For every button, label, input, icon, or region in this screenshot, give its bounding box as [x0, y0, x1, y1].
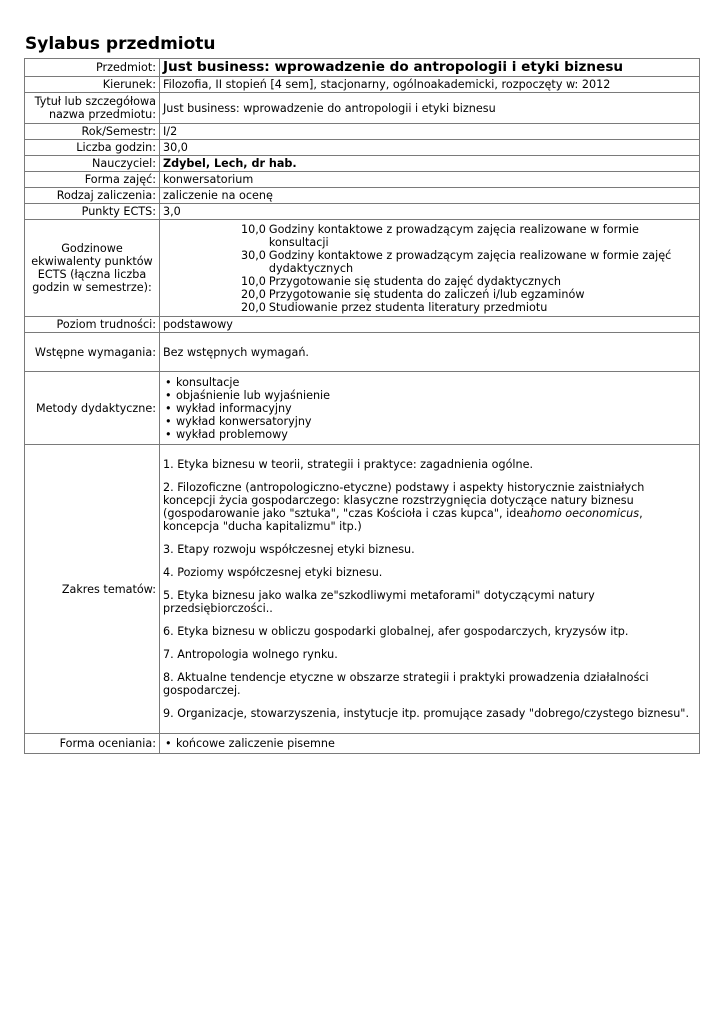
topic-item: 7. Antropologia wolnego rynku. — [163, 648, 338, 661]
hours-text: Studiowanie przez studenta literatury przedmiotu — [268, 301, 548, 314]
value-forma-zajec: konwersatorium — [160, 172, 700, 188]
topic-item: 1. Etyka biznesu w teorii, strategii i praktyce: zagadnienia ogólne. — [163, 458, 534, 471]
row-ekwiwalenty — [25, 220, 700, 317]
row-ocenianie — [25, 734, 700, 754]
label-poziom: Poziom trudności: — [25, 317, 160, 333]
label-rok: Rok/Semestr: — [25, 124, 160, 140]
row-forma-zajec — [25, 172, 700, 188]
value-nauczyciel: Zdybel, Lech, dr hab. — [160, 156, 700, 172]
label-ocenianie: Forma oceniania: — [25, 734, 160, 754]
list-item: • wykład konwersatoryjny — [163, 415, 696, 428]
hours-number: 20,0 — [241, 301, 266, 314]
row-rok — [25, 124, 700, 140]
row-kierunek — [25, 77, 700, 93]
label-wymagania: Wstępne wymagania: — [25, 333, 160, 372]
hours-text: Godziny kontaktowe z prowadzącym zajęcia realizowane w formie zajęć dydaktycznych — [268, 249, 672, 275]
page-title: Sylabus przedmiotu — [25, 34, 216, 54]
hours-text: Przygotowanie się studenta do zajęć dydaktycznych — [268, 275, 562, 288]
label-kierunek: Kierunek: — [25, 77, 160, 93]
label-przedmiot: Przedmiot: — [25, 59, 160, 77]
row-nauczyciel — [25, 156, 700, 172]
value-rodzaj-zaliczenia: zaliczenie na ocenę — [160, 188, 700, 204]
methods-list — [163, 376, 696, 441]
list-item: • objaśnienie lub wyjaśnienie — [163, 389, 696, 402]
label-forma-zajec: Forma zajęć: — [25, 172, 160, 188]
topic-item: 9. Organizacje, stowarzyszenia, instytucje itp. promujące zasady "dobrego/czystego biznesu". — [163, 707, 690, 720]
hours-list — [241, 223, 696, 314]
row-przedmiot — [25, 59, 700, 77]
topic-text: , koncepcja "ducha kapitalizmu" itp.) — [163, 507, 643, 533]
value-ocenianie — [160, 734, 700, 754]
label-ects: Punkty ECTS: — [25, 204, 160, 220]
label-nauczyciel: Nauczyciel: — [25, 156, 160, 172]
hours-text: Godziny kontaktowe z prowadzącym zajęcia realizowane w formie konsultacji — [268, 223, 639, 249]
value-kierunek: Filozofia, II stopień [4 sem], stacjonarny, ogólnoakademicki, rozpoczęty w: 2012 — [160, 77, 700, 93]
hours-item — [241, 275, 696, 288]
hours-item — [241, 301, 696, 314]
value-tytul: Just business: wprowadzenie do antropologii i etyki biznesu — [160, 93, 700, 124]
value-metody — [160, 372, 700, 445]
hours-number: 30,0 — [241, 249, 266, 262]
topic-text: 2. Filozoficzne (antropologiczno-etyczne) podstawy i aspekty historycznie zaistniałych koncepcji życia gospodarczego: klasyczne rozstrzygnięcia dotyczące natury biznesu (gospodarowanie jako "sztuka", "czas Kościoła i czas kupca", idea — [163, 481, 645, 520]
label-tytul: Tytuł lub szczegółowa nazwa przedmiotu: — [25, 93, 160, 124]
topic-item: 8. Aktualne tendencje etyczne w obszarze strategii i praktyki prowadzenia działalności gospodarczej. — [163, 671, 649, 697]
assessment-list — [163, 737, 696, 750]
label-rodzaj-zaliczenia: Rodzaj zaliczenia: — [25, 188, 160, 204]
topic-item: 6. Etyka biznesu w obliczu gospodarki globalnej, afer gospodarczych, kryzysów itp. — [163, 625, 629, 638]
value-ekwiwalenty — [160, 220, 700, 317]
list-item: • wykład problemowy — [163, 428, 696, 441]
hours-text: Przygotowanie się studenta do zaliczeń i/lub egzaminów — [268, 288, 585, 301]
topic-text-italic: homo oeconomicus — [530, 507, 640, 520]
row-ects — [25, 204, 700, 220]
value-ects: 3,0 — [160, 204, 700, 220]
row-rodzaj-zaliczenia — [25, 188, 700, 204]
value-godziny: 30,0 — [160, 140, 700, 156]
label-ekwiwalenty: Godzinowe ekwiwalenty punktów ECTS (łączna liczba godzin w semestrze): — [25, 220, 160, 317]
value-poziom: podstawowy — [160, 317, 700, 333]
row-zakres — [25, 445, 700, 734]
hours-number: 10,0 — [241, 223, 266, 236]
topic-item: 3. Etapy rozwoju współczesnej etyki biznesu. — [163, 543, 415, 556]
label-godziny: Liczba godzin: — [25, 140, 160, 156]
hours-item — [241, 249, 696, 275]
value-rok: I/2 — [160, 124, 700, 140]
row-metody — [25, 372, 700, 445]
label-metody: Metody dydaktyczne: — [25, 372, 160, 445]
row-wymagania — [25, 333, 700, 372]
list-item: • wykład informacyjny — [163, 402, 696, 415]
value-przedmiot: Just business: wprowadzenie do antropologii i etyki biznesu — [160, 59, 700, 77]
hours-item — [241, 288, 696, 301]
value-zakres — [160, 445, 700, 734]
topic-item — [163, 481, 696, 533]
hours-number: 10,0 — [241, 275, 266, 288]
hours-number: 20,0 — [241, 288, 266, 301]
value-wymagania: Bez wstępnych wymagań. — [160, 333, 700, 372]
list-item: • końcowe zaliczenie pisemne — [163, 737, 696, 750]
list-item: • konsultacje — [163, 376, 696, 389]
row-tytul — [25, 93, 700, 124]
row-godziny — [25, 140, 700, 156]
hours-item — [241, 223, 696, 249]
label-zakres: Zakres tematów: — [25, 445, 160, 734]
row-poziom — [25, 317, 700, 333]
topic-item: 5. Etyka biznesu jako walka ze"szkodliwymi metaforami" dotyczącymi natury przedsiębiorczości.. — [163, 589, 595, 615]
syllabus-table — [24, 58, 700, 754]
topic-item: 4. Poziomy współczesnej etyki biznesu. — [163, 566, 383, 579]
